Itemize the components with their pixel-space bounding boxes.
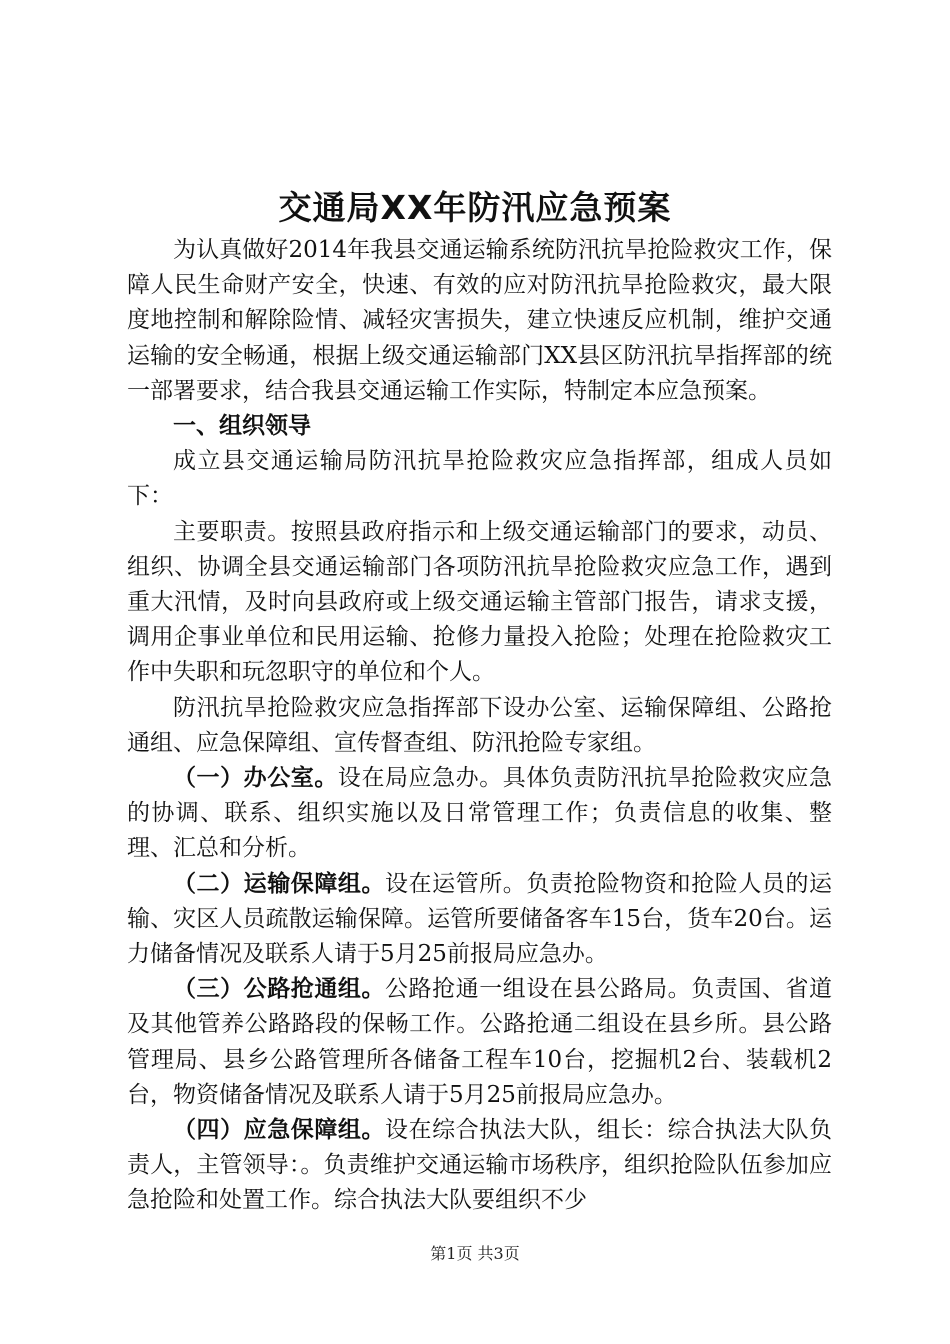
paragraph-subgroups: 防汛抗旱抢险救灾应急指挥部下设办公室、运输保障组、公路抢通组、应急保障组、宣传督查组、防汛抢险专家组。 — [127, 694, 832, 756]
intro-paragraph: 为认真做好2014年我县交通运输系统防汛抗旱抢险救灾工作，保障人民生命财产安全，快速、有效的应对防汛抗旱抢险救灾，最大限度地控制和解除险情、减轻灾害损失，建立快速反应机制，维护交通运输的安全畅通，根据上级交通运输部门XX县区防汛抗旱指挥部的统一部署要求，结合我县交通运输工作实际，特制定本应急预案。 — [127, 237, 832, 404]
paragraph-emergency-group: （四）应急保障组。设在综合执法大队，组长：综合执法大队负责人，主管领导：。负责维护交通运输市场秩序，组织抢险队伍参加应急抢险和处置工作。综合执法大队要组织不少 — [127, 1117, 833, 1214]
subheading-office: （一）办公室。 — [173, 765, 338, 792]
paragraph-road-group: （三）公路抢通组。公路抢通一组设在县公路局。负责国、省道及其他管养公路路段的保畅工作。公路抢通二组设在县乡所。县公路管理局、县乡公路管理所各储备工程车10台，挖掘机2台、装载机2台，物资储备情况及联系人请于5月25前报局应急办。 — [127, 976, 833, 1108]
document-body — [127, 233, 832, 1219]
paragraph-main-duties: 主要职责。按照县政府指示和上级交通运输部门的要求，动员、组织、协调全县交通运输部门各项防汛抗旱抢险救灾应急工作，遇到重大汛情，及时向县政府或上级交通运输主管部门报告，请求支援，调用企事业单位和民用运输、抢修力量投入抢险；处理在抢险救灾工作中失职和玩忽职守的单位和个人。 — [127, 518, 832, 686]
paragraph-command-setup: 成立县交通运输局防汛抗旱抢险救灾应急指挥部，组成人员如下： — [127, 448, 832, 510]
paragraph-office: （一）办公室。设在局应急办。具体负责防汛抗旱抢险救灾应急的协调、联系、组织实施以及日常管理工作；负责信息的收集、整理、汇总和分析。 — [127, 765, 833, 862]
document-title: 交通局XX年防汛应急预案 — [278, 188, 672, 227]
section-heading-organization: 一、组织领导 — [173, 413, 311, 440]
subheading-transport-group: （二）运输保障组。 — [173, 870, 385, 897]
subheading-emergency-group: （四）应急保障组。 — [173, 1117, 385, 1144]
page-number-footer: 第1页 共3页 — [430, 1244, 520, 1263]
subheading-road-group: （三）公路抢通组。 — [173, 976, 385, 1003]
paragraph-transport-group: （二）运输保障组。设在运管所。负责抢险物资和抢险人员的运输、灾区人员疏散运输保障。运管所要储备客车15台，货车20台。运力储备情况及联系人请于5月25前报局应急办。 — [127, 870, 833, 968]
